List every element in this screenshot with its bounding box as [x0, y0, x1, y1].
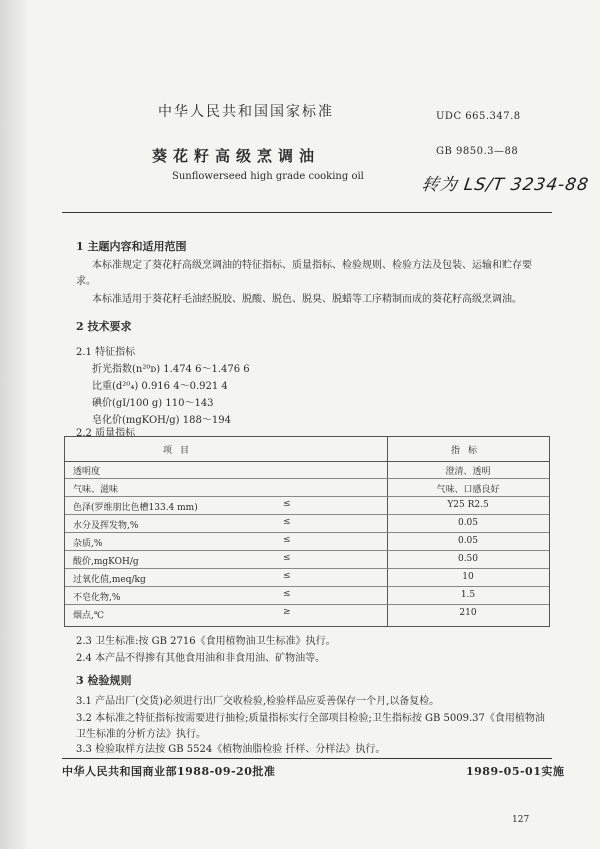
header-divider: [62, 212, 552, 213]
table-header-value: 指标: [450, 446, 485, 456]
row-item: 气味、滋味: [73, 485, 119, 495]
section-3-para-3: 3.3 检验取样方法按 GB 5524《植物油脂检验 扦样、分样法》执行。: [76, 744, 386, 755]
row-symbol: ≥: [283, 607, 291, 617]
row-value: 0.05: [457, 536, 479, 546]
section-3-para-1: 3.1 产品出厂(交货)必须进行出厂交收检验,检验样品应妥善保存一个月,以备复检。: [76, 696, 440, 707]
row-item: 杂质,%: [73, 539, 103, 549]
section-3-heading: 3 检验规则: [76, 674, 132, 687]
subsection-2-4: 2.4 本产品不得掺有其他食用油和非食用油、矿物油等。: [76, 653, 326, 664]
feature-saponification-value: 皂化价(mgKOH/g) 188～194: [92, 415, 231, 426]
footer-divider: [62, 758, 552, 759]
row-value: Y25 R2.5: [447, 500, 489, 510]
section-3-para-2: 3.2 本标准之特征指标按需要进行抽检;质量指标实行全部项目检验;卫生指标按 GB 5009.37《食用植物油卫生标准的分析方法》执行。: [76, 713, 545, 740]
row-item: 不皂化物,%: [73, 593, 121, 603]
table-header-item: 项目: [162, 446, 197, 456]
row-item: 酸价,mgKOH/g: [73, 557, 139, 567]
section-2-heading: 2 技术要求: [76, 320, 132, 333]
subsection-2-1: 2.1 特征指标: [76, 347, 136, 358]
section-1-heading: 1 主题内容和适用范围: [76, 240, 187, 253]
row-value: 澄清、透明: [445, 467, 491, 477]
quality-index-table: [64, 436, 550, 627]
table-row: [65, 569, 549, 587]
row-item: 透明度: [73, 467, 101, 477]
subsection-2-2: 2.2 质量指标: [76, 428, 136, 439]
row-value: 0.05: [457, 518, 479, 528]
feature-specific-gravity: 比重(d²⁰₄) 0.916 4～0.921 4: [92, 381, 228, 392]
section-1-para-1: 本标准规定了葵花籽高级烹调油的特征指标、质量指标、检验规则、检验方法及包装、运输和贮存要求。: [76, 260, 532, 287]
section-1-para-2: 本标准适用于葵花籽毛油经脱胶、脱酸、脱色、脱臭、脱蜡等工序精制而成的葵花籽高级烹调油。: [92, 294, 522, 305]
row-symbol: ≤: [283, 517, 291, 527]
row-value: 0.50: [457, 554, 479, 564]
row-value: 1.5: [460, 590, 476, 600]
national-standard-title: 中华人民共和国国家标准: [158, 104, 334, 120]
table-row: [65, 479, 549, 497]
row-symbol: ≤: [283, 535, 291, 545]
row-symbol: ≤: [283, 499, 291, 509]
gb-number: GB 9850.3—88: [436, 146, 519, 157]
scan-edge-shadow: [0, 0, 30, 849]
row-item: 烟点,℃: [73, 611, 104, 621]
standard-title-cn: 葵花籽高级烹调油: [152, 147, 321, 165]
handwritten-number: 转为 LS/T 3234-88: [420, 175, 591, 195]
row-value: 210: [459, 608, 477, 618]
effective-date: 1989-05-01实施: [466, 765, 565, 778]
row-item: 水分及挥发物,%: [73, 521, 139, 531]
row-symbol: ≤: [283, 589, 291, 599]
table-row: [65, 497, 549, 515]
approval-date: 中华人民共和国商业部1988-09-20批准: [62, 765, 276, 778]
row-symbol: ≤: [283, 571, 291, 581]
table-header-row: [65, 437, 549, 462]
standard-title-en: Sunflowerseed high grade cooking oil: [172, 171, 364, 182]
subsection-2-3: 2.3 卫生标准:按 GB 2716《食用植物油卫生标准》执行。: [76, 636, 336, 647]
table-row: [65, 551, 549, 569]
row-item: 色泽(罗维朋比色槽133.4 mm): [73, 503, 198, 513]
table-row: [65, 533, 549, 551]
table-row: [65, 515, 549, 533]
row-item: 过氧化值,meq/kg: [73, 575, 146, 585]
table-row: [65, 605, 549, 622]
table-row: [65, 461, 549, 479]
feature-iodine-value: 碘价(gI/100 g) 110～143: [92, 398, 214, 409]
row-symbol: ≤: [283, 553, 291, 563]
page-number: 127: [512, 815, 530, 825]
udc-code: UDC 665.347.8: [436, 111, 521, 122]
table-row: [65, 587, 549, 605]
row-value: 气味、口感良好: [436, 485, 500, 495]
feature-refractive-index: 折光指数(n²⁰ᴅ) 1.474 6～1.476 6: [92, 364, 250, 375]
row-value: 10: [462, 572, 474, 582]
